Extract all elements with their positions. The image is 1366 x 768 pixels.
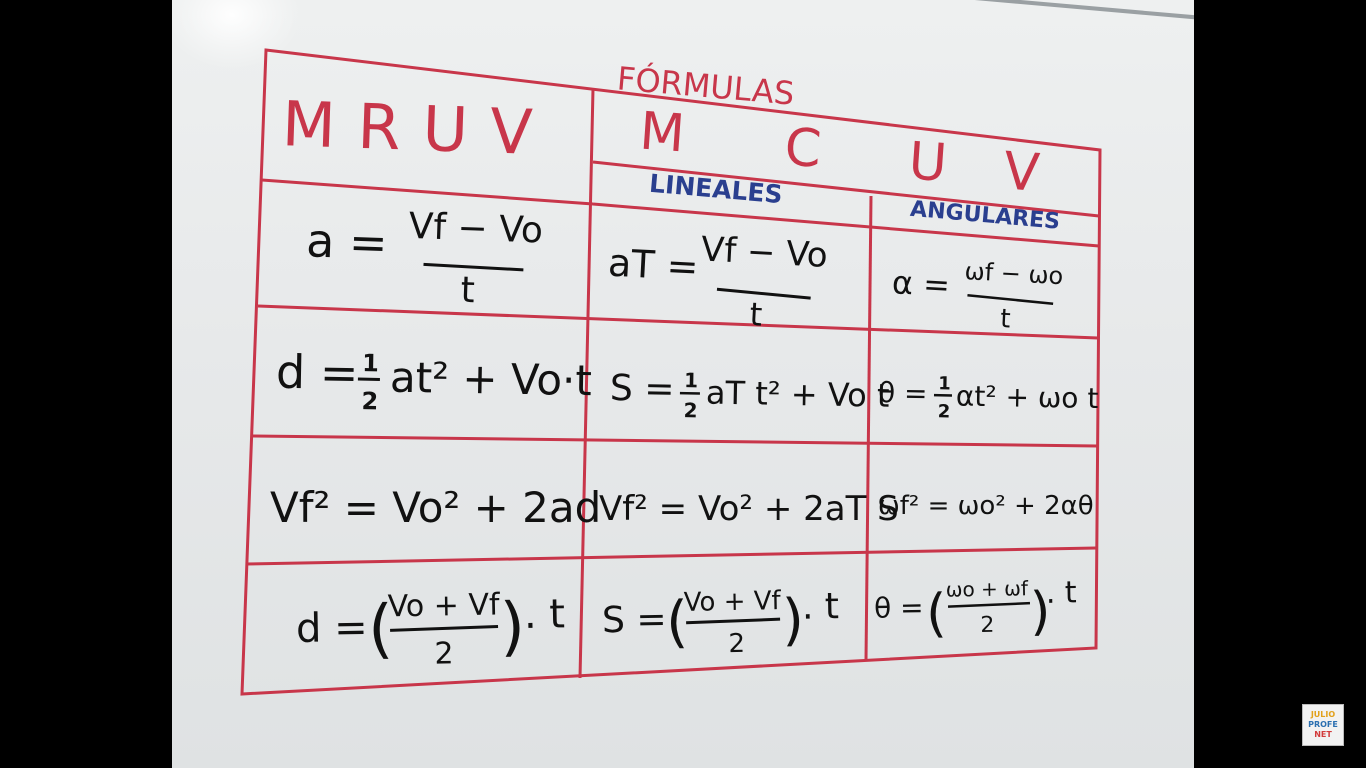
watermark-line-1: JULIO <box>1310 710 1336 719</box>
rhs: . t <box>801 586 840 628</box>
cell-mruv-velocity-squared: Vf² = Vo² + 2ad <box>270 483 602 532</box>
numerator: Vo + Vf <box>683 586 781 618</box>
denominator: t <box>748 295 764 334</box>
title-formulas: FÓRMULAS <box>615 59 796 113</box>
cell-lineales-displacement <box>609 367 889 426</box>
formula-table <box>172 0 1194 768</box>
cell-angulares-velocity-squared: ωf² = ωo² + 2αθ <box>878 491 1094 521</box>
numerator: ωo + ωf <box>945 576 1029 602</box>
paren-close: ) <box>499 590 526 665</box>
lhs: S = <box>609 367 675 410</box>
row-divider-2 <box>252 436 1097 446</box>
header-mcuv-v: V <box>1001 141 1042 204</box>
header-mcuv-c: C <box>782 117 824 180</box>
paren-open: ( <box>665 589 689 656</box>
paren-close: ) <box>781 587 805 654</box>
fraction-bar <box>390 626 498 630</box>
denominator: 2 <box>434 636 454 672</box>
half-num: 1 <box>938 373 951 395</box>
watermark-line-3: NET <box>1314 730 1332 739</box>
rhs: αt² + ωo t <box>955 379 1099 416</box>
denominator: 2 <box>728 628 746 660</box>
numerator: ωf − ωo <box>963 257 1065 291</box>
rhs: . t <box>1045 575 1077 611</box>
half-den: 2 <box>361 387 379 416</box>
denominator: t <box>999 304 1012 335</box>
fraction-bar <box>717 289 811 298</box>
lhs: θ = <box>873 591 924 625</box>
fraction-bar <box>686 619 780 623</box>
paren-open: ( <box>367 592 394 667</box>
lhs: a = <box>305 213 389 271</box>
denominator: t <box>459 269 476 312</box>
whiteboard <box>172 0 1194 768</box>
divider-lineales-angulares <box>866 196 871 660</box>
cell-lineales-mean-velocity <box>602 585 840 661</box>
denominator: 2 <box>980 612 995 639</box>
cell-mruv-acceleration <box>304 202 544 313</box>
fraction-bar <box>948 603 1030 606</box>
paren-close: ) <box>1029 581 1051 643</box>
half-num: 1 <box>683 368 699 393</box>
numerator: Vf − Vo <box>408 205 544 252</box>
cell-lineales-velocity-squared: Vf² = Vo² + 2aT S <box>599 489 899 529</box>
cell-angulares-mean-velocity <box>874 575 1078 645</box>
header-mruv: MRUV <box>280 87 556 170</box>
half-den: 2 <box>937 401 951 423</box>
lhs: θ = <box>877 376 928 411</box>
cell-mruv-mean-velocity <box>295 586 566 674</box>
subheader-angulares: ANGULARES <box>909 196 1061 235</box>
fraction-bar <box>423 264 523 269</box>
rhs: at² + Vo·t <box>389 352 593 406</box>
lhs: S = <box>601 599 667 642</box>
header-mcuv-m: M <box>637 101 687 165</box>
lhs: α = <box>891 263 952 305</box>
paren-open: ( <box>925 583 947 644</box>
row-divider-3 <box>246 548 1096 564</box>
lhs: aT = <box>607 240 700 290</box>
numerator: Vo + Vf <box>387 587 500 625</box>
fraction-bar <box>967 295 1053 303</box>
divider-mruv-header <box>262 180 593 204</box>
header-mcuv-u: U <box>906 131 949 194</box>
cell-angulares-displacement <box>878 372 1099 425</box>
channel-watermark-logo <box>1302 704 1344 746</box>
subheader-lineales: LINEALES <box>648 168 784 210</box>
half-den: 2 <box>683 398 698 423</box>
lhs: d = <box>295 604 369 653</box>
rhs: aT t² + Vo t <box>705 373 890 415</box>
cell-mruv-displacement <box>275 345 592 420</box>
lhs: d = <box>275 344 359 401</box>
row-divider-1 <box>258 306 1098 338</box>
watermark-line-2: PROFE <box>1308 720 1338 729</box>
cell-angulares-acceleration <box>890 253 1064 337</box>
half-num: 1 <box>361 349 380 378</box>
numerator: Vf − Vo <box>699 229 829 276</box>
rhs: . t <box>523 591 566 639</box>
